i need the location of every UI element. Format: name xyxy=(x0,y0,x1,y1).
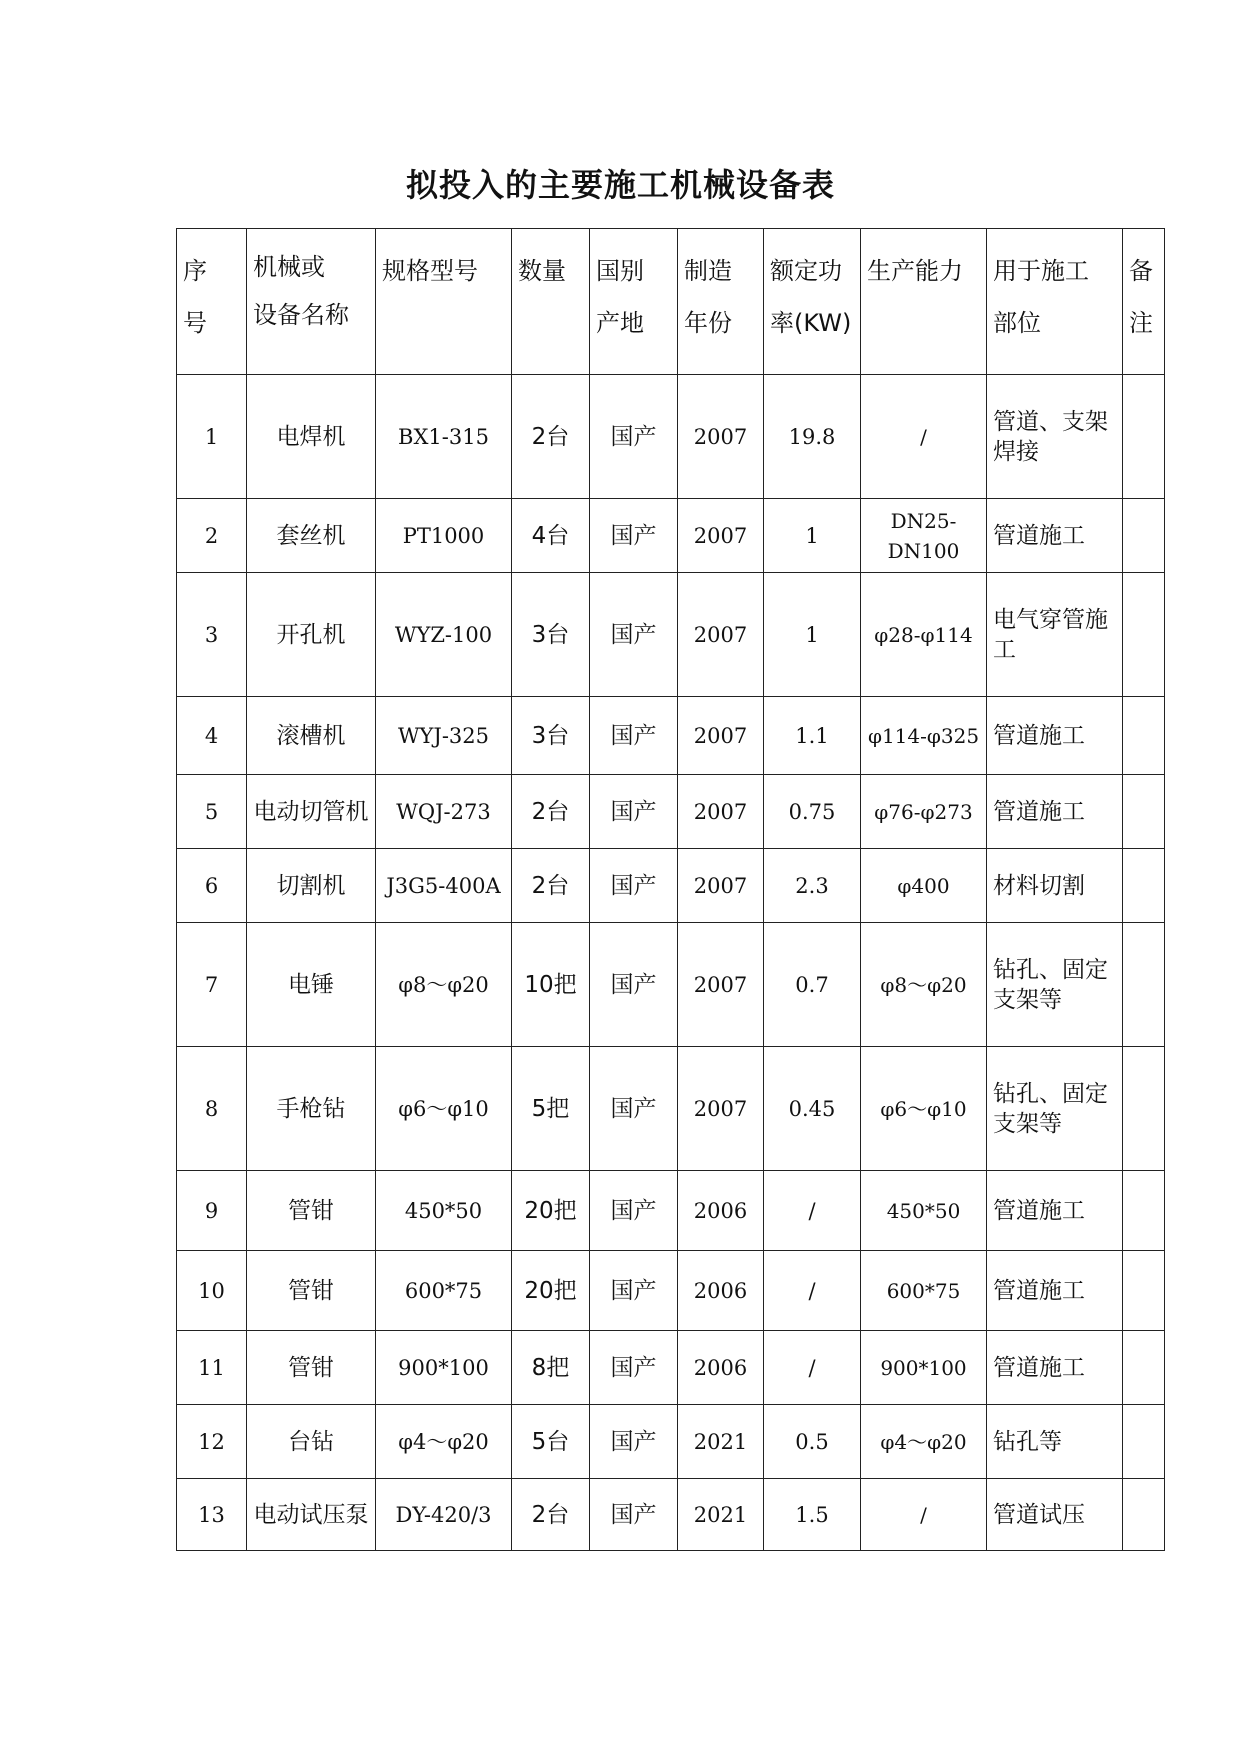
cell-no: 7 xyxy=(177,923,247,1047)
table-row xyxy=(177,1405,1165,1479)
table-row xyxy=(177,775,1165,849)
cell-no: 13 xyxy=(177,1479,247,1551)
cell-power: / xyxy=(764,1251,861,1331)
col-header-qty: 数量 xyxy=(512,229,590,375)
cell-name: 管钳 xyxy=(247,1171,376,1251)
cell-qty: 5把 xyxy=(512,1047,590,1171)
cell-usage: 管道施工 xyxy=(987,499,1123,573)
cell-note xyxy=(1123,775,1165,849)
cell-power: 1 xyxy=(764,499,861,573)
cell-origin: 国产 xyxy=(590,1171,678,1251)
cell-no: 6 xyxy=(177,849,247,923)
cell-model: BX1-315 xyxy=(376,375,512,499)
cell-capacity: / xyxy=(861,375,987,499)
cell-usage: 管道、支架焊接 xyxy=(987,375,1123,499)
cell-power: 1 xyxy=(764,573,861,697)
col-header-model: 规格型号 xyxy=(376,229,512,375)
cell-usage: 钻孔等 xyxy=(987,1405,1123,1479)
cell-note xyxy=(1123,499,1165,573)
cell-capacity: DN25-DN100 xyxy=(861,499,987,573)
cell-model: 450*50 xyxy=(376,1171,512,1251)
col-header-usage: 用于施工 部位 xyxy=(987,229,1123,375)
equipment-table xyxy=(176,228,1165,1551)
cell-usage: 管道试压 xyxy=(987,1479,1123,1551)
cell-year: 2006 xyxy=(678,1251,764,1331)
cell-year: 2007 xyxy=(678,849,764,923)
cell-no: 3 xyxy=(177,573,247,697)
cell-qty: 2台 xyxy=(512,1479,590,1551)
cell-year: 2007 xyxy=(678,775,764,849)
cell-year: 2007 xyxy=(678,375,764,499)
cell-no: 11 xyxy=(177,1331,247,1405)
cell-capacity: φ8～φ20 xyxy=(861,923,987,1047)
cell-no: 9 xyxy=(177,1171,247,1251)
cell-model: WQJ-273 xyxy=(376,775,512,849)
cell-model: WYZ-100 xyxy=(376,573,512,697)
cell-model: 900*100 xyxy=(376,1331,512,1405)
cell-origin: 国产 xyxy=(590,1331,678,1405)
cell-usage: 管道施工 xyxy=(987,1331,1123,1405)
cell-note xyxy=(1123,1479,1165,1551)
cell-note xyxy=(1123,697,1165,775)
cell-qty: 3台 xyxy=(512,697,590,775)
cell-power: 1.5 xyxy=(764,1479,861,1551)
table-row xyxy=(177,1171,1165,1251)
cell-power: 0.5 xyxy=(764,1405,861,1479)
cell-qty: 20把 xyxy=(512,1171,590,1251)
cell-power: 19.8 xyxy=(764,375,861,499)
table-row xyxy=(177,1331,1165,1405)
cell-note xyxy=(1123,1405,1165,1479)
cell-usage: 钻孔、固定支架等 xyxy=(987,923,1123,1047)
cell-year: 2007 xyxy=(678,573,764,697)
cell-year: 2007 xyxy=(678,1047,764,1171)
cell-capacity: / xyxy=(861,1479,987,1551)
cell-name: 电动试压泵 xyxy=(247,1479,376,1551)
table-header-row xyxy=(177,229,1165,375)
cell-note xyxy=(1123,923,1165,1047)
table-row xyxy=(177,375,1165,499)
cell-origin: 国产 xyxy=(590,1405,678,1479)
col-header-name: 机械或 设备名称 xyxy=(247,229,376,375)
cell-no: 8 xyxy=(177,1047,247,1171)
cell-qty: 5台 xyxy=(512,1405,590,1479)
cell-qty: 10把 xyxy=(512,923,590,1047)
cell-no: 4 xyxy=(177,697,247,775)
cell-model: WYJ-325 xyxy=(376,697,512,775)
cell-note xyxy=(1123,573,1165,697)
cell-name: 电动切管机 xyxy=(247,775,376,849)
cell-capacity: φ114-φ325 xyxy=(861,697,987,775)
cell-origin: 国产 xyxy=(590,499,678,573)
cell-note xyxy=(1123,1047,1165,1171)
cell-qty: 4台 xyxy=(512,499,590,573)
cell-qty: 8把 xyxy=(512,1331,590,1405)
cell-qty: 3台 xyxy=(512,573,590,697)
cell-power: / xyxy=(764,1331,861,1405)
cell-capacity: 600*75 xyxy=(861,1251,987,1331)
table-row xyxy=(177,1251,1165,1331)
cell-model: φ6～φ10 xyxy=(376,1047,512,1171)
cell-capacity: φ28-φ114 xyxy=(861,573,987,697)
cell-capacity: 900*100 xyxy=(861,1331,987,1405)
cell-name: 滚槽机 xyxy=(247,697,376,775)
cell-name: 管钳 xyxy=(247,1251,376,1331)
cell-year: 2007 xyxy=(678,697,764,775)
cell-note xyxy=(1123,1171,1165,1251)
cell-power: 0.45 xyxy=(764,1047,861,1171)
cell-year: 2006 xyxy=(678,1331,764,1405)
col-header-year: 制造 年份 xyxy=(678,229,764,375)
cell-origin: 国产 xyxy=(590,923,678,1047)
cell-year: 2006 xyxy=(678,1171,764,1251)
cell-usage: 管道施工 xyxy=(987,1251,1123,1331)
cell-power: 0.7 xyxy=(764,923,861,1047)
cell-capacity: φ4～φ20 xyxy=(861,1405,987,1479)
cell-usage: 材料切割 xyxy=(987,849,1123,923)
cell-qty: 20把 xyxy=(512,1251,590,1331)
table-row xyxy=(177,499,1165,573)
cell-qty: 2台 xyxy=(512,775,590,849)
page-title: 拟投入的主要施工机械设备表 xyxy=(405,166,835,204)
cell-origin: 国产 xyxy=(590,775,678,849)
cell-model: 600*75 xyxy=(376,1251,512,1331)
cell-capacity: φ6～φ10 xyxy=(861,1047,987,1171)
cell-usage: 钻孔、固定支架等 xyxy=(987,1047,1123,1171)
cell-power: 2.3 xyxy=(764,849,861,923)
cell-year: 2021 xyxy=(678,1405,764,1479)
cell-power: 0.75 xyxy=(764,775,861,849)
cell-origin: 国产 xyxy=(590,573,678,697)
cell-power: 1.1 xyxy=(764,697,861,775)
cell-usage: 管道施工 xyxy=(987,1171,1123,1251)
cell-model: φ8～φ20 xyxy=(376,923,512,1047)
cell-capacity: φ76-φ273 xyxy=(861,775,987,849)
cell-name: 电锤 xyxy=(247,923,376,1047)
cell-power: / xyxy=(764,1171,861,1251)
col-header-note: 备 注 xyxy=(1123,229,1165,375)
table-row xyxy=(177,1047,1165,1171)
cell-no: 1 xyxy=(177,375,247,499)
col-header-capacity: 生产能力 xyxy=(861,229,987,375)
cell-capacity: 450*50 xyxy=(861,1171,987,1251)
cell-no: 2 xyxy=(177,499,247,573)
table-row xyxy=(177,849,1165,923)
cell-note xyxy=(1123,375,1165,499)
cell-model: DY-420/3 xyxy=(376,1479,512,1551)
cell-capacity: φ400 xyxy=(861,849,987,923)
cell-usage: 管道施工 xyxy=(987,775,1123,849)
col-header-power: 额定功 率(KW) xyxy=(764,229,861,375)
cell-name: 开孔机 xyxy=(247,573,376,697)
cell-year: 2007 xyxy=(678,923,764,1047)
cell-model: J3G5-400A xyxy=(376,849,512,923)
cell-note xyxy=(1123,849,1165,923)
cell-note xyxy=(1123,1251,1165,1331)
cell-origin: 国产 xyxy=(590,697,678,775)
cell-name: 电焊机 xyxy=(247,375,376,499)
table-row xyxy=(177,573,1165,697)
cell-qty: 2台 xyxy=(512,849,590,923)
cell-name: 套丝机 xyxy=(247,499,376,573)
table-row xyxy=(177,923,1165,1047)
cell-origin: 国产 xyxy=(590,1047,678,1171)
cell-no: 10 xyxy=(177,1251,247,1331)
cell-origin: 国产 xyxy=(590,1479,678,1551)
cell-name: 手枪钻 xyxy=(247,1047,376,1171)
cell-no: 5 xyxy=(177,775,247,849)
cell-origin: 国产 xyxy=(590,849,678,923)
cell-model: PT1000 xyxy=(376,499,512,573)
cell-year: 2021 xyxy=(678,1479,764,1551)
col-header-no: 序 号 xyxy=(177,229,247,375)
cell-usage: 管道施工 xyxy=(987,697,1123,775)
cell-qty: 2台 xyxy=(512,375,590,499)
cell-note xyxy=(1123,1331,1165,1405)
col-header-origin: 国别 产地 xyxy=(590,229,678,375)
cell-no: 12 xyxy=(177,1405,247,1479)
cell-origin: 国产 xyxy=(590,1251,678,1331)
cell-name: 管钳 xyxy=(247,1331,376,1405)
cell-name: 台钻 xyxy=(247,1405,376,1479)
cell-year: 2007 xyxy=(678,499,764,573)
cell-usage: 电气穿管施工 xyxy=(987,573,1123,697)
table-row xyxy=(177,697,1165,775)
cell-model: φ4～φ20 xyxy=(376,1405,512,1479)
table-row xyxy=(177,1479,1165,1551)
cell-origin: 国产 xyxy=(590,375,678,499)
cell-name: 切割机 xyxy=(247,849,376,923)
